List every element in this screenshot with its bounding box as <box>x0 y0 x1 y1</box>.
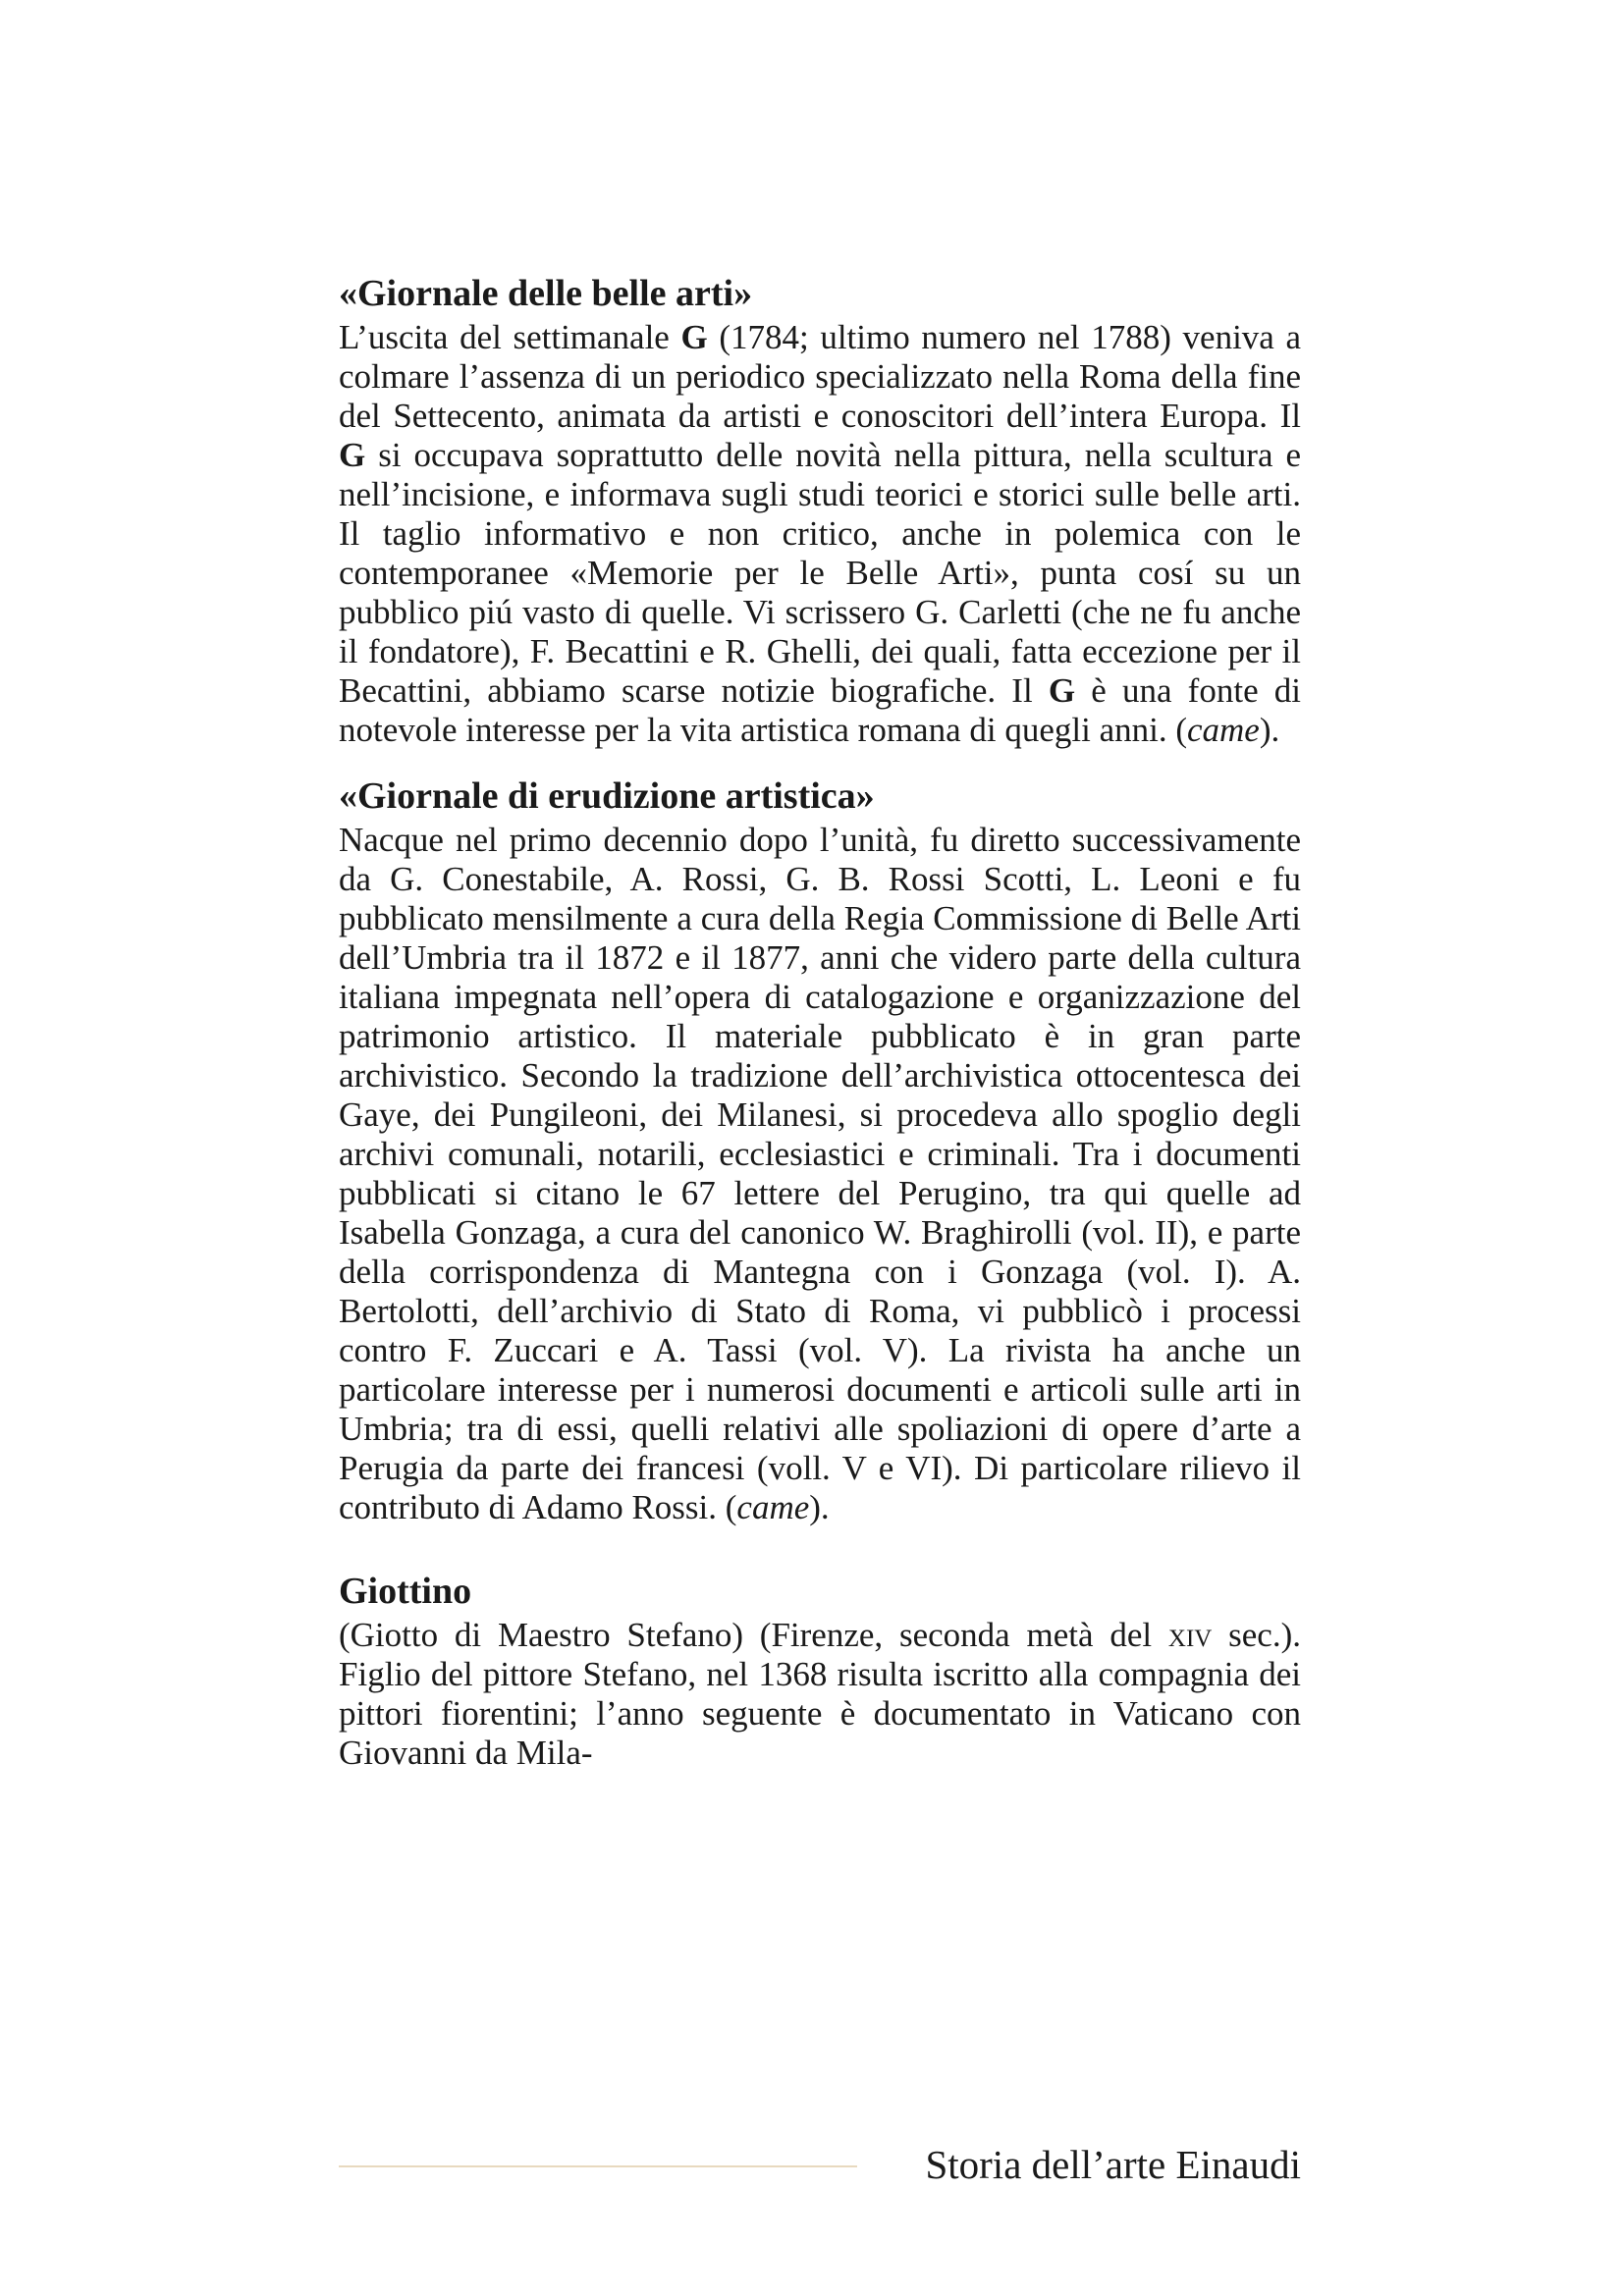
body-text: (Giotto di Maestro Stefano) (Firenze, seconda metà del <box>339 1616 1168 1654</box>
body-text-ital: came <box>736 1488 810 1526</box>
body-text-smallcaps: xiv <box>1167 1616 1213 1654</box>
entry-body <box>339 318 1301 750</box>
entry-title: «Giornale di erudizione artistica» <box>339 775 875 817</box>
footer-rule <box>339 2165 857 2167</box>
entry-title: Giottino <box>339 1571 472 1612</box>
entry-giornale-di-erudizione-artistica <box>339 775 1301 1527</box>
entry-title: «Giornale delle belle arti» <box>339 273 753 314</box>
page-content <box>339 273 1301 1798</box>
body-text: L’uscita del settimanale <box>339 318 681 356</box>
entry-body <box>339 1616 1301 1773</box>
body-text: ). <box>809 1488 830 1526</box>
body-text: si occupava soprattutto delle novità nella pittura, nella scultura e nell’incisione, e informava sugli studi teorici e storici sulle belle arti. Il taglio informativo e non critico, anche in polemica con le contemporanee «Memorie per le Belle Arti», punta cosí su un pubblico piú vasto di quelle. Vi scrissero G. Carletti (che ne fu anche il fondatore), F. Becattini e R. Ghelli, dei quali, fatta eccezione per il Becattini, abbiamo scarse notizie biografiche. Il <box>339 436 1301 710</box>
entry-giottino <box>339 1571 1301 1773</box>
footer-label: Storia dell’arte Einaudi <box>925 2142 1301 2187</box>
entry-body <box>339 821 1301 1527</box>
body-text: è una fonte di notevole interesse per la vita artistica romana di quegli anni. ( <box>339 671 1301 749</box>
body-text-bold: G <box>339 436 366 474</box>
entry-giornale-delle-belle-arti <box>339 273 1301 750</box>
body-text: (1784; ultimo numero nel 1788) veniva a colmare l’assenza di un periodico specializzato nella Roma della fine del Settecento, animata da artisti e conoscitori dell’intera Europa. Il <box>339 318 1301 435</box>
body-text-ital: came <box>1187 711 1260 749</box>
body-text: ). <box>1259 711 1280 749</box>
body-text: Nacque nel primo decennio dopo l’unità, fu diretto successivamente da G. Conestabile, A. Rossi, G. B. Rossi Scotti, L. Leoni e fu pubblicato mensilmente a cura della Regia Commissione di Belle Arti dell’Umbria tra il 1872 e il 1877, anni che videro parte della cultura italiana impegnata nell’opera di catalogazione e organizzazione del patrimonio artistico. Il materiale pubblicato è in gran parte archivistico. Secondo la tradizione dell’archivistica ottocentesca dei Gaye, dei Pungileoni, dei Milanesi, si procedeva allo spoglio degli archivi comunali, notarili, ecclesiastici e criminali. Tra i documenti pubblicati si citano le 67 lettere del Perugino, tra qui quelle ad Isabella Gonzaga, a cura del canonico W. Braghirolli (vol. II), e parte della corrispondenza di Mantegna con i Gonzaga (vol. I). A. Bertolotti, dell’archivio di Stato di Roma, vi pubblicò i processi contro F. Zuccari e A. Tassi (vol. V). La rivista ha anche un particolare interesse per i numerosi documenti e articoli sulle arti in Umbria; tra di essi, quelli relativi alle spoliazioni di opere d’arte a Perugia da parte dei francesi (voll. V e VI). Di particolare rilievo il contributo di Adamo Rossi. ( <box>339 821 1301 1526</box>
body-text: sec.). Figlio del pittore Stefano, nel 1368 risulta iscritto alla compagnia dei pittori fiorentini; l’anno seguente è documentato in Vaticano con Giovanni da Mila- <box>339 1616 1301 1772</box>
body-text-bold: G <box>680 318 708 356</box>
body-text-bold: G <box>1048 671 1076 710</box>
